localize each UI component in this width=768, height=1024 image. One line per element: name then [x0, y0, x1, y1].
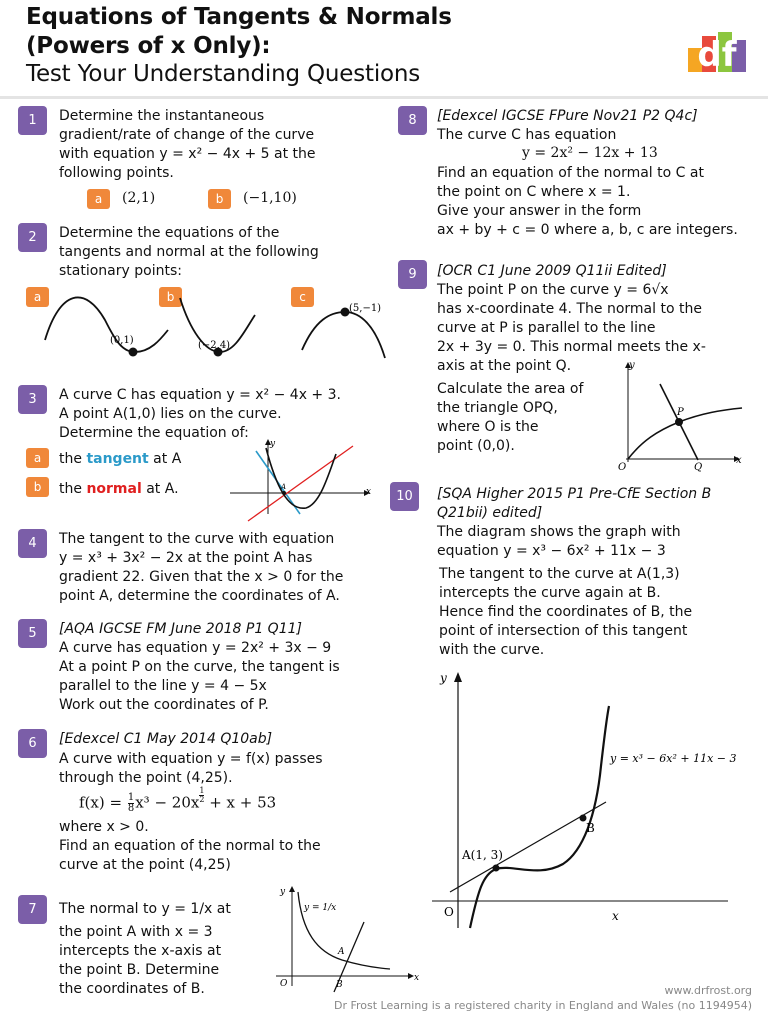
q8-line: The curve C has equation: [437, 127, 617, 143]
tangent-keyword: tangent: [86, 451, 149, 467]
q10-point-a-label: A(1, 3): [462, 848, 503, 862]
q9-point-p: [675, 418, 683, 426]
q10-line: The diagram shows the graph with: [437, 524, 681, 540]
q8-source: [Edexcel IGCSE FPure Nov21 P2 Q4c]: [437, 108, 698, 124]
q9-line: point (0,0).: [437, 438, 515, 454]
q5-source: [AQA IGCSE FM June 2018 P1 Q11]: [59, 621, 302, 637]
q10-line: The tangent to the curve at A(1,3): [439, 566, 680, 582]
q3-line: A point A(1,0) lies on the curve.: [59, 406, 282, 422]
q4-line: gradient 22. Given that the x > 0 for the: [59, 569, 344, 585]
q10-source: Q21bii) edited]: [437, 505, 543, 521]
page-title-line1: Equations of Tangents & Normals: [26, 4, 452, 30]
q2a-curve: [45, 297, 168, 352]
question-number-2: 2: [18, 223, 47, 252]
q9-line: where O is the: [437, 419, 539, 435]
q10-line: intercepts the curve again at B.: [439, 585, 661, 601]
q5-line: parallel to the line y = 4 − 5x: [59, 678, 267, 694]
q1-line: following points.: [59, 165, 174, 181]
q10-line: with the curve.: [439, 642, 545, 658]
q6-source: [Edexcel C1 May 2014 Q10ab]: [59, 731, 273, 747]
q7-y-label: y: [280, 887, 286, 897]
q9-source: [OCR C1 June 2009 Q11ii Edited]: [437, 263, 667, 279]
q5-line: Work out the coordinates of P.: [59, 697, 269, 713]
q3-normal-line: [248, 446, 353, 521]
q10-line: point of intersection of this tangent: [439, 623, 688, 639]
q3-graph: [228, 436, 378, 516]
q3-part-a-text: the tangent at A: [59, 451, 182, 467]
q7-point-b-label: B: [336, 980, 343, 990]
q9-graph: [612, 356, 762, 474]
question-number-6: 6: [18, 729, 47, 758]
question-number-5: 5: [18, 619, 47, 648]
question-number-3: 3: [18, 385, 47, 414]
q2-part-b-badge: b: [159, 287, 182, 307]
q9-point-q-label: Q: [694, 462, 703, 473]
q10-curve-label: y = x³ − 6x² + 11x − 3: [610, 752, 737, 765]
q3-line: A curve C has equation y = x² − 4x + 3.: [59, 387, 341, 403]
q2-part-a-badge: a: [26, 287, 49, 307]
footer-charity: Dr Frost Learning is a registered charity in England and Wales (no 1194954): [333, 999, 752, 1012]
q2-stationary-point-sketches: [40, 290, 390, 365]
q3-point-a-label: A: [281, 483, 287, 491]
q6-line: through the point (4,25).: [59, 770, 233, 786]
q8-equation: y = 2x² − 12x + 13: [522, 145, 658, 161]
q1-part-a-badge: a: [87, 189, 110, 209]
q10-curve: [470, 706, 609, 928]
q9-y-label: y: [629, 360, 635, 371]
q10-x-label: x: [612, 909, 619, 923]
q6-line: where x > 0.: [59, 819, 149, 835]
question-number-9: 9: [398, 260, 427, 289]
q2-line: stationary points:: [59, 263, 182, 279]
question-number-1: 1: [18, 106, 47, 135]
q2c-point-label: (5,−1): [349, 303, 382, 314]
q2c-curve: [302, 312, 385, 358]
q6-line: Find an equation of the normal to the: [59, 838, 321, 854]
q10-point-a: [493, 865, 500, 872]
q4-line: y = x³ + 3x² − 2x at the point A has: [59, 550, 313, 566]
question-number-8: 8: [398, 106, 427, 135]
header-divider: [0, 96, 768, 99]
q4-line: The tangent to the curve with equation: [59, 531, 335, 547]
q6-formula: f(x) = $\frac{1}{8}$ x³ − 20x $^{\frac{1}{2}}$ + x + 53: [79, 786, 277, 814]
q7-x-label: x: [414, 973, 420, 983]
drfrost-logo: [688, 26, 746, 72]
q1-line: gradient/rate of change of the curve: [59, 127, 315, 143]
q7-curve-label: y = 1/x: [304, 903, 337, 913]
q9-line: curve at P is parallel to the line: [437, 320, 656, 336]
q2a-point-label: (0,1): [110, 335, 134, 346]
q2-line: Determine the equations of the: [59, 225, 280, 241]
normal-keyword: normal: [86, 481, 142, 497]
q3-part-a-badge: a: [26, 448, 49, 468]
q10-y-label: y: [440, 671, 447, 685]
q7-line: The normal to y = 1/x at: [59, 901, 231, 917]
q9-line: axis at the point Q.: [437, 358, 572, 374]
q2b-point-label: (−2,4): [198, 340, 231, 351]
q7-line: the coordinates of B.: [59, 981, 205, 997]
q3-part-b-text: the normal at A.: [59, 481, 179, 497]
q9-line: Calculate the area of: [437, 381, 584, 397]
q8-line: the point on C where x = 1.: [437, 184, 631, 200]
q6-line: curve at the point (4,25): [59, 857, 231, 873]
q9-x-label: x: [736, 455, 742, 466]
q7-line: the point B. Determine: [59, 962, 220, 978]
q8-line: Give your answer in the form: [437, 203, 642, 219]
question-number-4: 4: [18, 529, 47, 558]
q3-point-a: [282, 491, 286, 495]
q3-y-label: y: [270, 439, 276, 449]
q7-line: intercepts the x-axis at: [59, 943, 222, 959]
q8-line: Find an equation of the normal to C at: [437, 165, 704, 181]
q9-point-p-label: P: [677, 407, 684, 418]
q10-origin-label: O: [444, 905, 454, 919]
q10-line: Hence find the coordinates of B, the: [439, 604, 693, 620]
q1-part-a-point: (2,1): [122, 190, 156, 206]
q9-line: has x-coordinate 4. The normal to the: [437, 301, 702, 317]
q9-line: 2x + 3y = 0. This normal meets the x-: [437, 339, 706, 355]
q3-curve: [266, 448, 336, 508]
q3-part-b-badge: b: [26, 477, 49, 497]
q7-point-a-label: A: [338, 947, 345, 957]
q7-line: the point A with x = 3: [59, 924, 213, 940]
q3-x-label: x: [366, 487, 372, 497]
question-number-10: 10: [390, 482, 419, 511]
page-subtitle: Test Your Understanding Questions: [26, 61, 421, 87]
q9-origin-label: O: [618, 462, 627, 473]
q4-line: point A, determine the coordinates of A.: [59, 588, 340, 604]
q1-line: with equation y = x² − 4x + 5 at the: [59, 146, 316, 162]
q5-line: A curve has equation y = 2x² + 3x − 9: [59, 640, 332, 656]
q2-line: tangents and normal at the following: [59, 244, 319, 260]
q10-source: [SQA Higher 2015 P1 Pre-CfE Section B: [437, 486, 712, 502]
q2-part-c-badge: c: [291, 287, 314, 307]
q8-line: ax + by + c = 0 where a, b, c are integers.: [437, 222, 738, 238]
logo-text: df: [697, 35, 737, 72]
footer-url[interactable]: www.drfrost.org: [664, 984, 752, 997]
q10-point-b-label: B: [586, 821, 595, 835]
q1-part-b-point: (−1,10): [243, 190, 297, 206]
question-number-7: 7: [18, 895, 47, 924]
q1-line: Determine the instantaneous: [59, 108, 265, 124]
q6-line: A curve with equation y = f(x) passes: [59, 751, 323, 767]
q9-line: The point P on the curve y = 6√x: [437, 282, 669, 298]
q1-part-b-badge: b: [208, 189, 231, 209]
q3-line: Determine the equation of:: [59, 425, 249, 441]
q10-line: equation y = x³ − 6x² + 11x − 3: [437, 543, 666, 559]
q10-graph: [428, 666, 758, 936]
q9-line: the triangle OPQ,: [437, 400, 558, 416]
q2a-point: [129, 348, 138, 357]
q7-origin-label: O: [280, 979, 288, 989]
page-title-line2: (Powers of x Only):: [26, 33, 271, 59]
q5-line: At a point P on the curve, the tangent is: [59, 659, 340, 675]
q7-graph: [272, 882, 424, 990]
